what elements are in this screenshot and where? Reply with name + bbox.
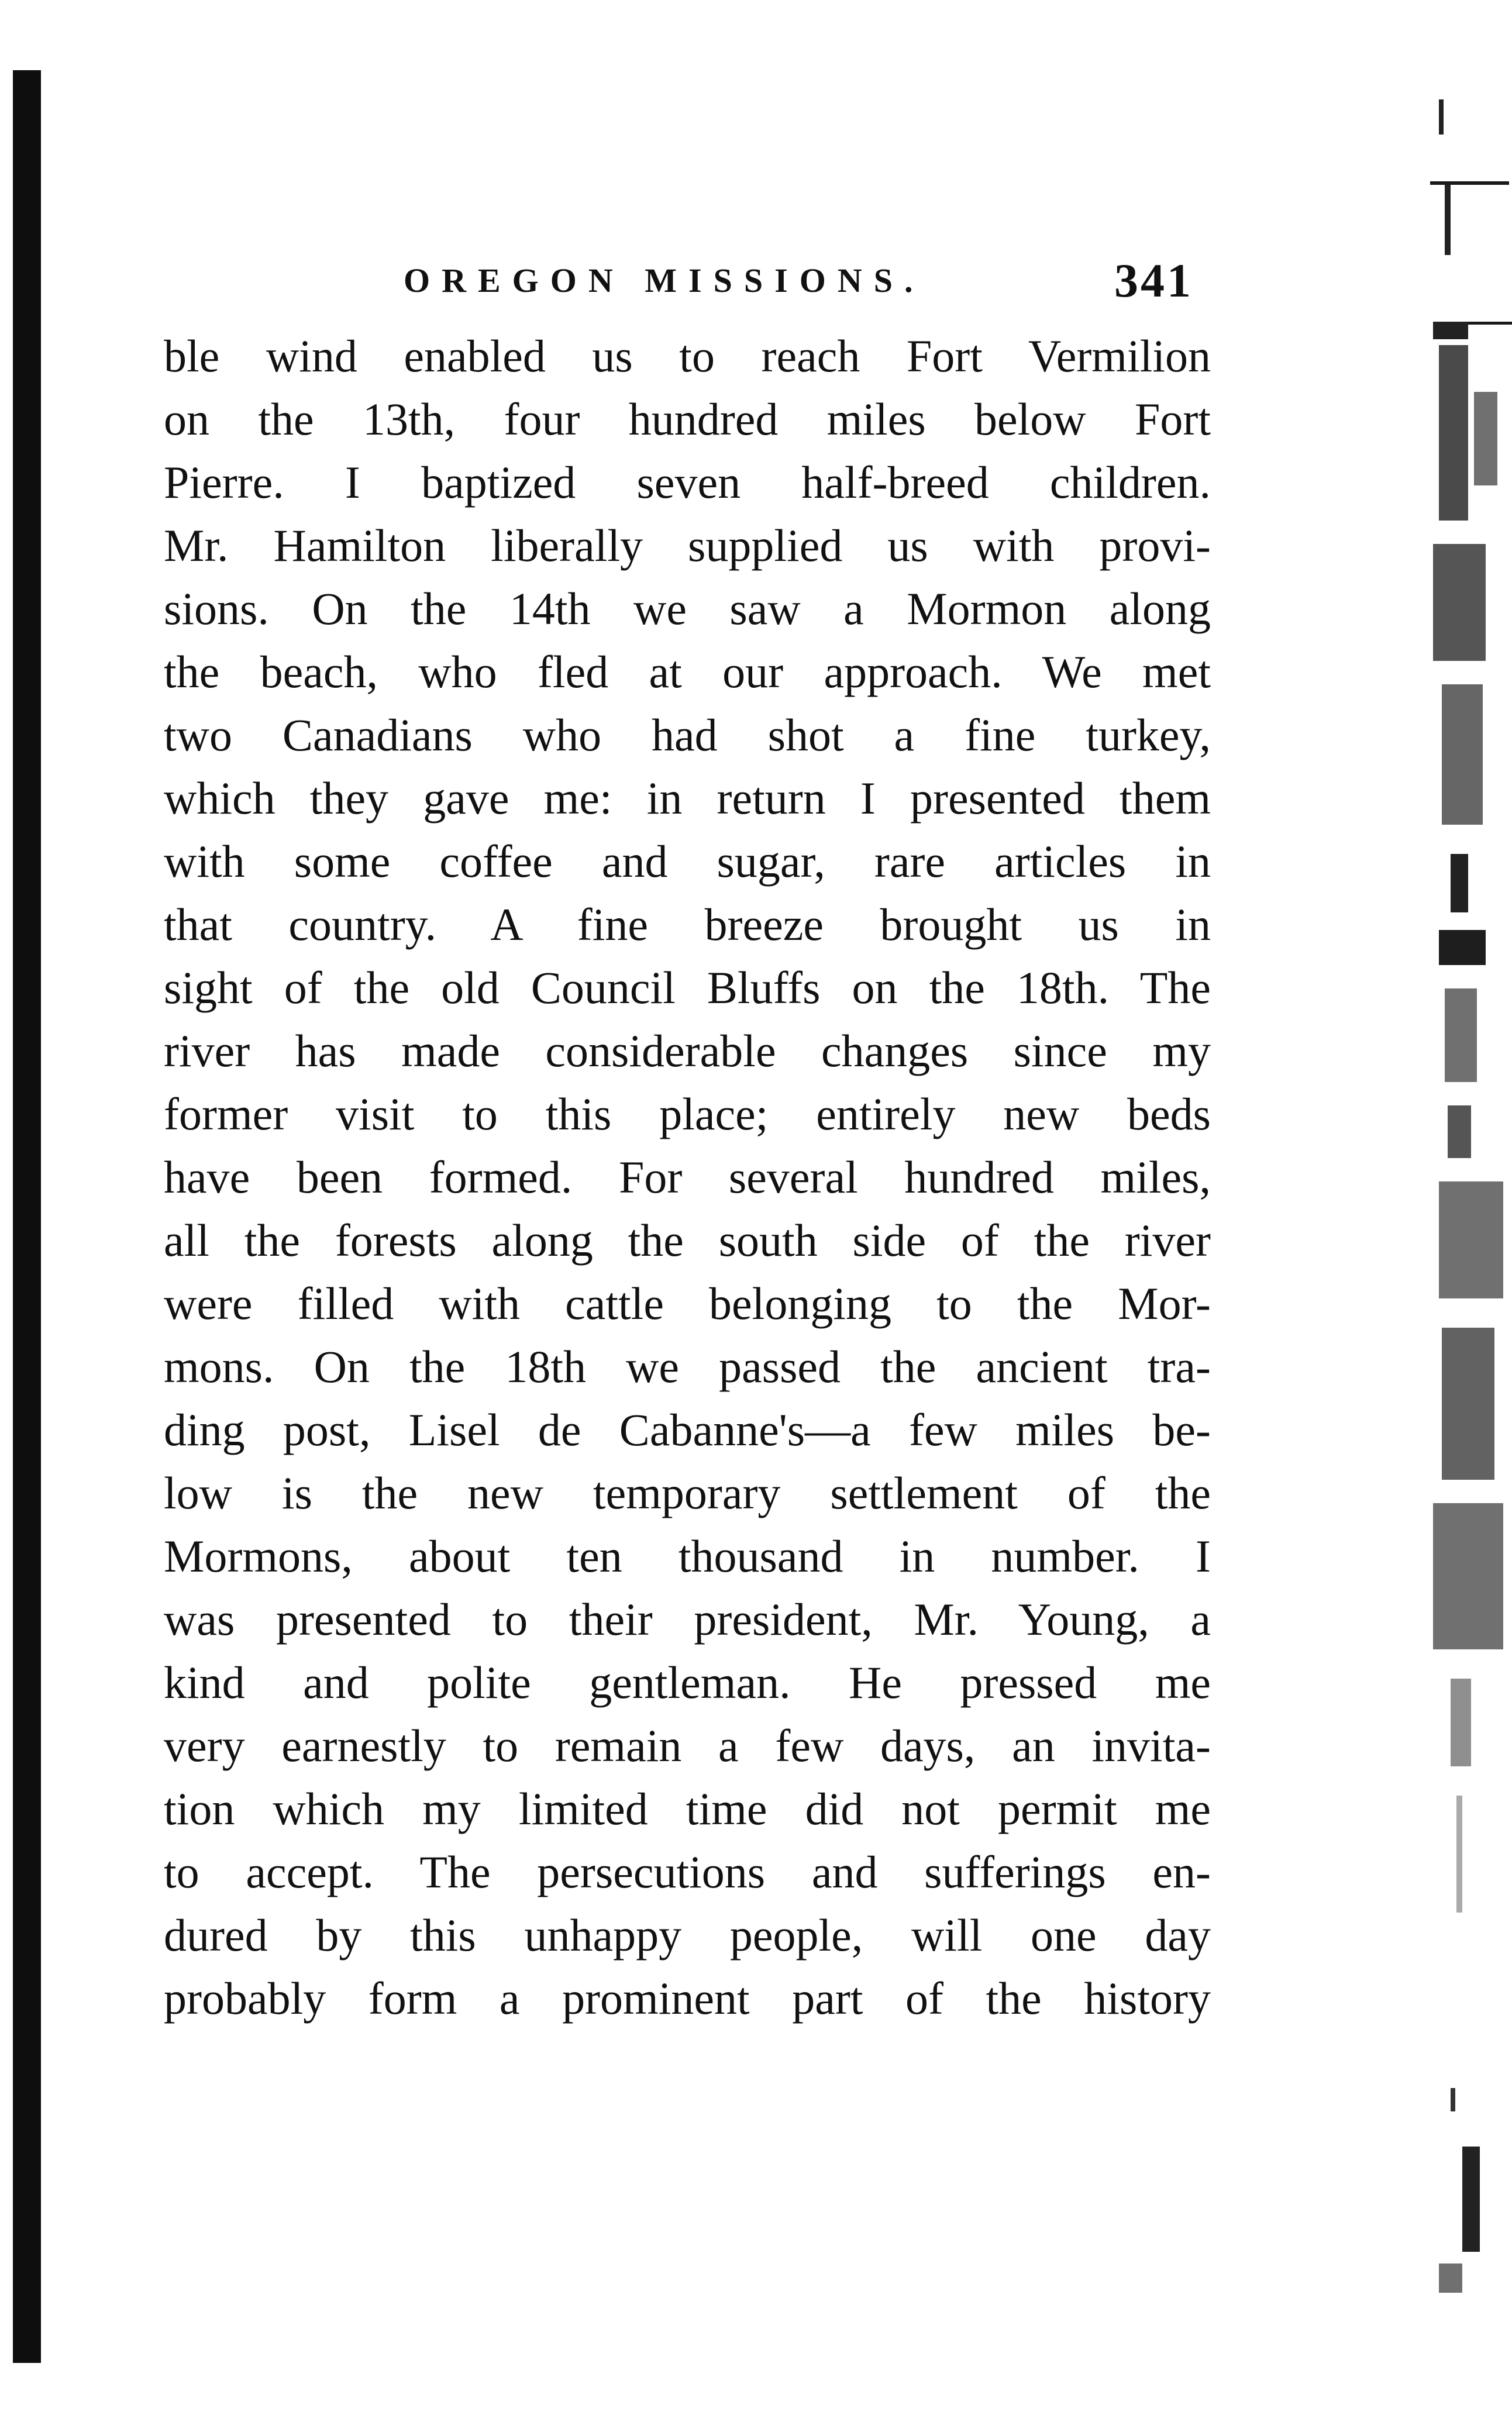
text-line: the beach, who fled at our approach. We met — [164, 646, 1211, 697]
text-line: sight of the old Council Bluffs on the 18th. The — [164, 962, 1211, 1013]
ragged-edge-marks — [1427, 99, 1512, 2304]
text-line: were filled with cattle belonging to the Mor- — [164, 1278, 1211, 1329]
text-line: tion which my limited time did not permit me — [164, 1783, 1211, 1834]
text-line: ding post, Lisel de Cabanne's—a few miles be- — [164, 1404, 1211, 1455]
text-line: on the 13th, four hundred miles below Fort — [164, 394, 1211, 445]
text-line: all the forests along the south side of the river — [164, 1215, 1211, 1266]
text-line: that country. A fine breeze brought us in — [164, 899, 1211, 950]
text-line: have been formed. For several hundred miles, — [164, 1152, 1211, 1203]
text-line: ble wind enabled us to reach Fort Vermilion — [164, 330, 1211, 381]
adjacent-page-edge — [1427, 99, 1512, 2304]
text-line: low is the new temporary settlement of the — [164, 1467, 1211, 1518]
text-line: probably form a prominent part of the history — [164, 1973, 1211, 2024]
text-line: was presented to their president, Mr. Young, a — [164, 1594, 1211, 1645]
text-line: mons. On the 18th we passed the ancient tra- — [164, 1341, 1211, 1392]
text-line: Mr. Hamilton liberally supplied us with provi- — [164, 520, 1211, 571]
text-line: river has made considerable changes since my — [164, 1025, 1211, 1076]
text-line: dured by this unhappy people, will one day — [164, 1910, 1211, 1961]
text-line: sions. On the 14th we saw a Mormon along — [164, 583, 1211, 634]
text-line: which they gave me: in return I presented them — [164, 773, 1211, 824]
page-binding-edge — [13, 70, 41, 2363]
text-line: two Canadians who had shot a fine turkey, — [164, 709, 1211, 760]
page-number: 341 — [1114, 254, 1193, 307]
text-line: Pierre. I baptized seven half-breed children. — [164, 457, 1211, 508]
body-text — [164, 325, 1211, 2030]
text-line: kind and polite gentleman. He pressed me — [164, 1657, 1211, 1708]
running-title: OREGON MISSIONS. — [404, 261, 925, 299]
text-line: former visit to this place; entirely new beds — [164, 1088, 1211, 1139]
running-head — [164, 246, 1193, 316]
text-line: with some coffee and sugar, rare articles in — [164, 836, 1211, 887]
text-line: Mormons, about ten thousand in number. I — [164, 1531, 1211, 1582]
text-line: very earnestly to remain a few days, an invita- — [164, 1720, 1211, 1771]
text-line: to accept. The persecutions and sufferings en- — [164, 1846, 1211, 1897]
